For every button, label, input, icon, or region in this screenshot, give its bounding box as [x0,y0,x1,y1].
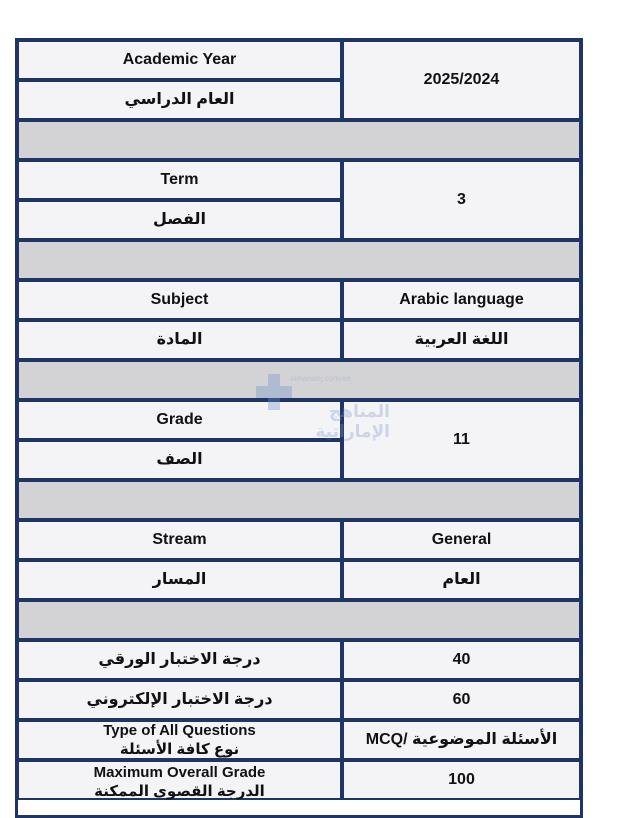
grade-value: 11 [342,400,581,480]
question-type-value: الأسئلة الموضوعية /MCQ [342,720,581,760]
subject-value-en: Arabic language [342,280,581,320]
term-value: 3 [342,160,581,240]
subject-label-ar: المادة [17,320,342,360]
watermark-url: almanahj.com/ae [290,374,351,383]
subject-label-en: Subject [17,280,342,320]
grade-label-en: Grade [17,400,342,440]
subject-value-ar: اللغة العربية [342,320,581,360]
stream-value-en: General [342,520,581,560]
electronic-exam-label: درجة الاختبار الإلكتروني [17,680,342,720]
term-label-en: Term [17,160,342,200]
term-label-ar: الفصل [17,200,342,240]
paper-exam-value: 40 [342,640,581,680]
stream-value-ar: العام [342,560,581,600]
stream-label-en: Stream [17,520,342,560]
question-type-label-en: Type of All Questions [103,722,256,739]
section-separator [17,360,581,400]
section-separator [17,240,581,280]
academic-year-label-en: Academic Year [17,40,342,80]
paper-exam-label: درجة الاختبار الورقي [17,640,342,680]
watermark-text: المناهج الإماراتية [315,402,390,441]
question-type-label-ar: نوع كافة الأسئلة [119,741,240,758]
max-grade-label-en: Maximum Overall Grade [93,764,266,781]
section-separator [17,600,581,640]
max-grade-label [17,760,342,800]
question-type-label [17,720,342,760]
max-grade-value: 100 [342,760,581,800]
max-grade-label-ar: الدرجة القصوى الممكنة [94,783,265,800]
electronic-exam-value: 60 [342,680,581,720]
section-separator [17,480,581,520]
grade-label-ar: الصف [17,440,342,480]
section-separator [17,120,581,160]
academic-year-label-ar: العام الدراسي [17,80,342,120]
academic-year-value: 2025/2024 [342,40,581,120]
stream-label-ar: المسار [17,560,342,600]
